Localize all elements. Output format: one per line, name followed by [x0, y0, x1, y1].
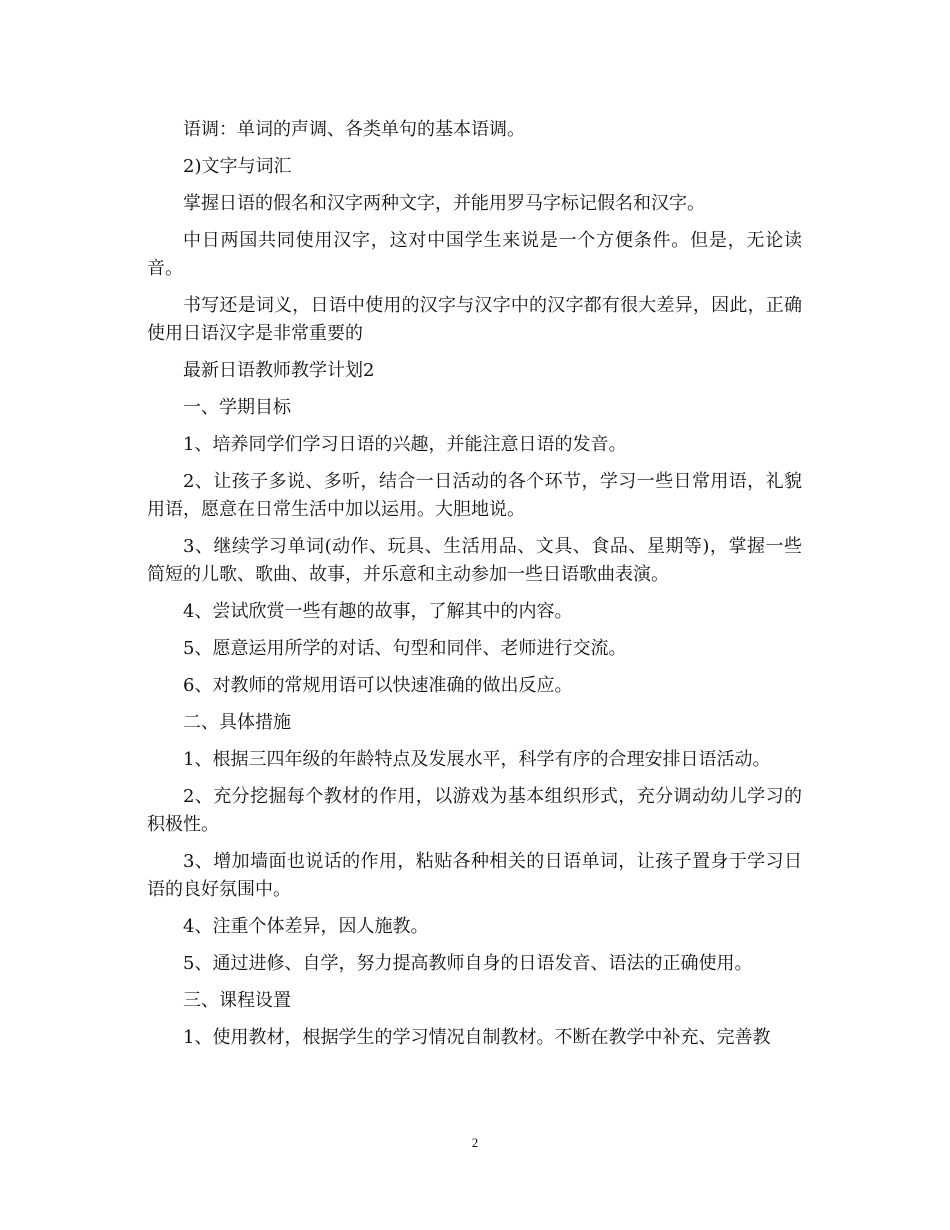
page-number: 2: [471, 1135, 479, 1150]
paragraph-kana-kanji: 掌握日语的假名和汉字两种文字，并能用罗马字标记假名和汉字。: [183, 193, 705, 214]
heading-semester-goals: 一、学期目标: [183, 397, 291, 418]
measure-item-4: 4、注重个体差异，因人施教。: [183, 916, 429, 937]
goal-item-3: 3、继续学习单词(动作、玩具、生活用品、文具、食品、星期等)，掌握一些简短的儿歌、歌曲、故事，并乐意和主动参加一些日语歌曲表演。: [147, 536, 802, 585]
goal-item-6: 6、对教师的常规用语可以快速准确的做出反应。: [183, 675, 573, 696]
measure-item-2: 2、充分挖掘每个教材的作用，以游戏为基本组织形式，充分调动幼儿学习的积极性。: [147, 786, 802, 835]
course-item-1: 1、使用教材，根据学生的学习情况自制教材。不断在教学中补充、完善教: [183, 1027, 771, 1048]
goal-item-2: 2、让孩子多说、多听，结合一日活动的各个环节，学习一些日常用语，礼貌用语，愿意在日常生活中加以运用。大胆地说。: [147, 471, 802, 520]
heading-writing-vocabulary: 2)文字与词汇: [183, 156, 292, 177]
paragraph-kanji-usage: 书写还是词义，日语中使用的汉字与汉字中的汉字都有很大差异，因此，正确使用日语汉字是非常重要的: [147, 295, 802, 344]
measure-item-1: 1、根据三四年级的年龄特点及发展水平，科学有序的合理安排日语活动。: [183, 749, 771, 770]
paragraph-intonation: 语调：单词的声调、各类单句的基本语调。: [183, 119, 525, 140]
paragraph-shared-kanji: 中日两国共同使用汉字，这对中国学生来说是一个方便条件。但是，无论读音。: [147, 230, 802, 279]
heading-course-setup: 三、课程设置: [183, 990, 291, 1011]
document-body: [147, 116, 802, 1061]
goal-item-1: 1、培养同学们学习日语的兴趣，并能注意日语的发音。: [183, 434, 627, 455]
goal-item-4: 4、尝试欣赏一些有趣的故事，了解其中的内容。: [183, 601, 573, 622]
heading-specific-measures: 二、具体措施: [183, 712, 291, 733]
section-title-plan-2: 最新日语教师教学计划2: [183, 360, 375, 381]
measure-item-3: 3、增加墙面也说话的作用，粘贴各种相关的日语单词，让孩子置身于学习日语的良好氛围中。: [147, 851, 802, 900]
goal-item-5: 5、愿意运用所学的对话、句型和同伴、老师进行交流。: [183, 638, 627, 659]
measure-item-5: 5、通过进修、自学，努力提高教师自身的日语发音、语法的正确使用。: [183, 953, 753, 974]
